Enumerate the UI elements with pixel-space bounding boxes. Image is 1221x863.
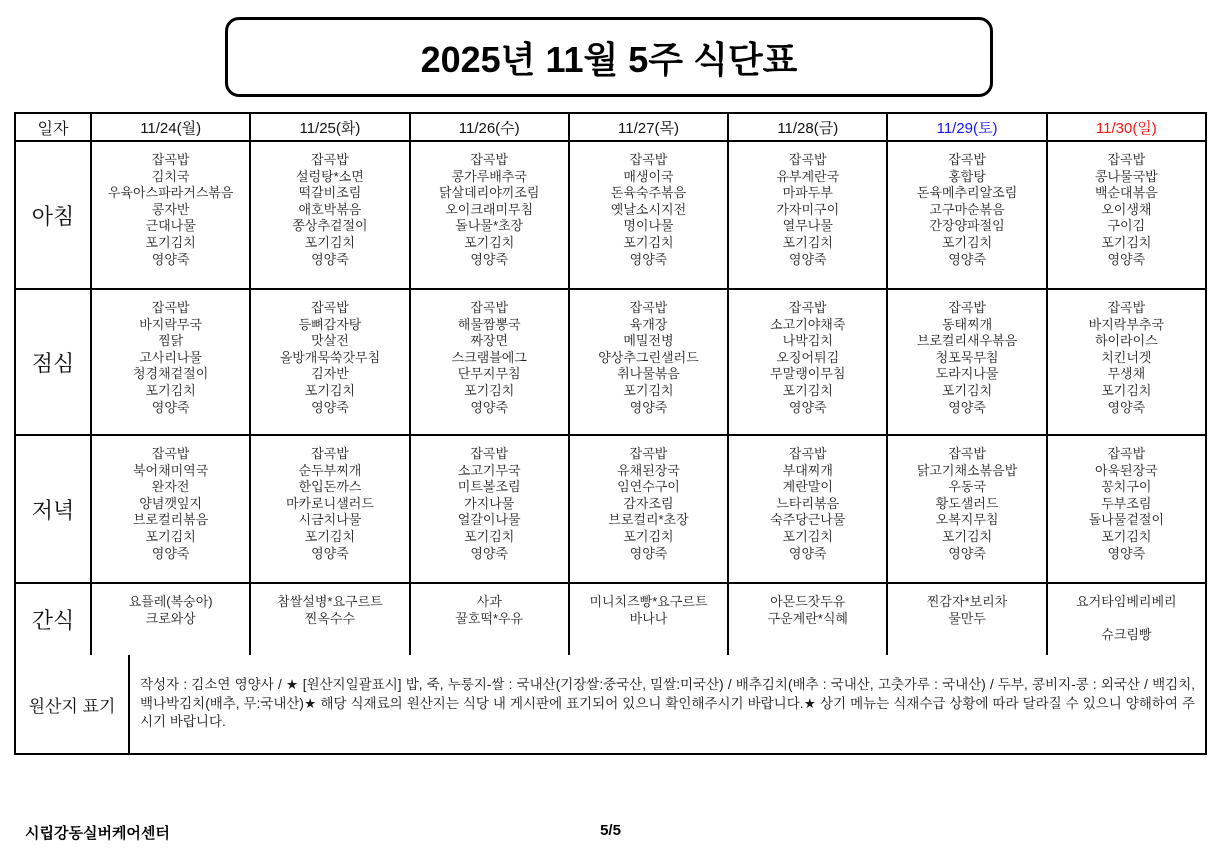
menu-item: 도라지나물 — [935, 366, 999, 382]
menu-item: 소고기무국 — [457, 462, 521, 478]
menu-item: 돈육메추리알조림 — [916, 185, 1018, 201]
menu-item: 소고기야채죽 — [770, 316, 846, 332]
menu-item: 무생채 — [1107, 366, 1146, 382]
menu-item: 미트볼조림 — [457, 479, 521, 495]
menu-item: 구이김 — [1107, 218, 1146, 234]
menu-item: 영양죽 — [788, 545, 827, 561]
menu-item: 계란말이 — [782, 479, 833, 495]
menu-item: 맛살전 — [311, 333, 349, 349]
menu-item: 양상추그린샐러드 — [598, 349, 699, 365]
menu-item: 포기김치 — [464, 382, 515, 398]
footer — [0, 822, 1221, 846]
menu-item: 오징어튀김 — [776, 349, 840, 365]
menu-item: 고사리나물 — [139, 349, 203, 365]
menu-item: 부대찌개 — [782, 462, 833, 478]
menu-cell-snack-day4 — [728, 583, 887, 656]
menu-item: 잡곡밥 — [629, 152, 668, 167]
menu-item: 포기김치 — [304, 234, 356, 250]
menu-item: 잡곡밥 — [788, 152, 827, 167]
menu-cell-lunch-day4 — [728, 289, 887, 435]
menu-item: 감자조림 — [623, 495, 674, 511]
menu-item: 포기김치 — [1101, 528, 1152, 544]
menu-item: 포기김치 — [623, 382, 674, 398]
row-label-lunch: 점심 — [15, 289, 91, 435]
menu-cell-lunch-day5 — [887, 289, 1046, 435]
menu-cell-dinner-day4 — [728, 435, 887, 583]
menu-item: 포기김치 — [145, 528, 196, 544]
menu-item: 잡곡밥 — [311, 446, 349, 461]
menu-cell-lunch-day6 — [1047, 289, 1206, 435]
menu-item: 쫑상추겉절이 — [292, 218, 368, 234]
meal-row-dinner — [15, 435, 1206, 583]
menu-cell-dinner-day6 — [1047, 435, 1206, 583]
menu-cell-lunch-day0 — [91, 289, 250, 435]
menu-cell-breakfast-day0 — [91, 141, 250, 289]
menu-item: 열무나물 — [782, 218, 833, 234]
footer-page-number: 5/5 — [600, 822, 621, 839]
menu-item: 느타리볶음 — [776, 495, 840, 511]
menu-item: 짜장면 — [470, 333, 509, 349]
menu-item: 얼갈이나물 — [457, 512, 521, 528]
menu-item: 하이라이스 — [1094, 333, 1158, 349]
menu-item: 포기김치 — [941, 528, 993, 544]
menu-item: 포기김치 — [304, 382, 356, 398]
menu-item: 콩나물국밥 — [1094, 168, 1158, 184]
menu-item: 설렁탕*소면 — [295, 168, 364, 184]
menu-item: 잡곡밥 — [311, 152, 349, 167]
menu-item: 잡곡밥 — [151, 300, 190, 315]
menu-item: 포기김치 — [464, 528, 515, 544]
menu-item: 잡곡밥 — [948, 300, 986, 315]
menu-cell-dinner-day0 — [91, 435, 250, 583]
header-day-2: 11/26(수) — [410, 113, 569, 141]
menu-item: 포기김치 — [464, 234, 515, 250]
menu-item: 미니치즈빵*요구르트 — [589, 594, 708, 609]
menu-item: 영양죽 — [311, 399, 349, 415]
header-day-5: 11/29(토) — [887, 113, 1046, 141]
menu-cell-dinner-day3 — [569, 435, 728, 583]
menu-item: 잡곡밥 — [311, 300, 349, 315]
menu-item: 김치국 — [151, 168, 190, 184]
menu-item: 돌나물*초장 — [455, 218, 524, 234]
menu-cell-dinner-day2 — [410, 435, 569, 583]
menu-item: 구운계란*식혜 — [767, 610, 848, 626]
menu-item: 오이크래미무침 — [445, 201, 534, 217]
menu-item: 숙주당근나물 — [770, 512, 846, 528]
menu-item: 브로컬리새우볶음 — [916, 333, 1018, 349]
menu-item: 돌나물겉절이 — [1088, 512, 1165, 528]
menu-item: 마파두부 — [782, 185, 833, 201]
menu-item: 잡곡밥 — [948, 152, 986, 167]
menu-item: 가지나물 — [464, 495, 515, 511]
menu-item: 잡곡밥 — [1107, 446, 1146, 461]
menu-item: 영양죽 — [948, 399, 986, 415]
menu-item: 무말랭이무침 — [770, 366, 846, 382]
menu-item: 잡곡밥 — [470, 446, 509, 461]
meal-row-lunch — [15, 289, 1206, 435]
menu-cell-snack-day2 — [410, 583, 569, 656]
menu-item: 포기김치 — [145, 382, 196, 398]
menu-cell-dinner-day1 — [250, 435, 409, 583]
menu-item: 포기김치 — [941, 234, 993, 250]
menu-item: 찐옥수수 — [304, 610, 356, 626]
menu-item: 메밀전병 — [623, 333, 674, 349]
row-label-snack: 간식 — [15, 583, 91, 656]
menu-item: 청경채겉절이 — [132, 366, 209, 382]
menu-cell-breakfast-day4 — [728, 141, 887, 289]
menu-cell-dinner-day5 — [887, 435, 1046, 583]
menu-item: 포기김치 — [941, 382, 993, 398]
menu-item: 잡곡밥 — [788, 300, 827, 315]
menu-item: 물만두 — [948, 610, 986, 626]
menu-item: 바나나 — [629, 610, 668, 626]
menu-item: 오이생채 — [1101, 201, 1152, 217]
menu-item: 영양죽 — [311, 545, 349, 561]
menu-item: 김자반 — [311, 366, 349, 382]
menu-item: 영양죽 — [1107, 251, 1146, 267]
menu-item: 우동국 — [948, 479, 986, 495]
meal-row-breakfast — [15, 141, 1206, 289]
menu-item: 올방개묵쑥갓무침 — [279, 349, 381, 365]
row-label-dinner: 저녁 — [15, 435, 91, 583]
menu-item: 닭고기채소볶음밥 — [916, 462, 1018, 478]
menu-cell-lunch-day3 — [569, 289, 728, 435]
menu-item: 콩자반 — [151, 201, 190, 217]
footer-organization: 시립강동실버케어센터 — [25, 825, 170, 842]
row-label-breakfast: 아침 — [15, 141, 91, 289]
menu-item: 영양죽 — [1107, 399, 1146, 415]
menu-cell-snack-day5 — [887, 583, 1046, 656]
menu-item: 황도샐러드 — [935, 495, 999, 511]
menu-item: 순두부찌개 — [298, 462, 362, 478]
menu-item: 포기김치 — [782, 382, 833, 398]
menu-cell-lunch-day1 — [250, 289, 409, 435]
origin-label: 원산지 표기 — [16, 655, 130, 753]
header-day-0: 11/24(월) — [91, 113, 250, 141]
menu-cell-breakfast-day6 — [1047, 141, 1206, 289]
menu-item: 요거타임베리베리 — [1076, 594, 1177, 609]
menu-cell-breakfast-day5 — [887, 141, 1046, 289]
menu-item: 영양죽 — [311, 251, 349, 267]
origin-row — [14, 655, 1207, 755]
menu-item: 아욱된장국 — [1094, 462, 1158, 478]
menu-item: 가자미구이 — [776, 201, 840, 217]
menu-item: 브로컬리볶음 — [132, 512, 209, 528]
menu-cell-snack-day0 — [91, 583, 250, 656]
menu-item: 영양죽 — [629, 251, 668, 267]
menu-item: 바지락부추국 — [1088, 316, 1165, 332]
menu-item: 해물짬뽕국 — [457, 316, 521, 332]
menu-item: 영양죽 — [470, 545, 509, 561]
menu-item: 잡곡밥 — [629, 446, 668, 461]
menu-item: 요플레(복숭아) — [128, 594, 213, 609]
menu-item: 홍합탕 — [948, 168, 986, 184]
menu-item: 임연수구이 — [617, 479, 680, 495]
menu-item: 잡곡밥 — [151, 446, 190, 461]
menu-item: 꿀호떡*우유 — [455, 610, 524, 626]
menu-item: 영양죽 — [1107, 545, 1146, 561]
menu-item: 청포묵무침 — [935, 349, 999, 365]
menu-item: 영양죽 — [470, 251, 509, 267]
menu-item: 양념깻잎지 — [139, 495, 203, 511]
menu-item: 잡곡밥 — [470, 300, 509, 315]
menu-item: 포기김치 — [782, 528, 833, 544]
menu-item: 동태찌개 — [941, 316, 993, 332]
menu-item: 영양죽 — [629, 545, 668, 561]
header-day-6: 11/30(일) — [1047, 113, 1206, 141]
menu-item: 영양죽 — [151, 251, 190, 267]
menu-item: 사과 — [476, 594, 502, 609]
menu-item: 영양죽 — [788, 399, 827, 415]
menu-item: 영양죽 — [948, 545, 986, 561]
menu-item: 스크램블에그 — [451, 349, 527, 365]
menu-item — [1050, 611, 1203, 628]
menu-item: 명이나물 — [623, 218, 674, 234]
menu-item: 영양죽 — [151, 545, 190, 561]
menu-item: 한입돈까스 — [298, 479, 362, 495]
menu-item: 백순대볶음 — [1094, 185, 1158, 201]
page-title: 2025년 11월 5주 식단표 — [420, 38, 798, 80]
table-header-row — [15, 113, 1206, 141]
menu-item: 우육아스파라거스볶음 — [107, 185, 234, 201]
menu-cell-breakfast-day3 — [569, 141, 728, 289]
menu-item: 아몬드잣두유 — [770, 594, 846, 609]
menu-item: 유부계란국 — [776, 168, 840, 184]
menu-item: 영양죽 — [629, 399, 668, 415]
menu-item: 포기김치 — [623, 234, 674, 250]
menu-item: 매생이국 — [623, 168, 674, 184]
menu-cell-breakfast-day2 — [410, 141, 569, 289]
menu-item: 유채된장국 — [617, 462, 680, 478]
menu-item: 단무지무침 — [457, 366, 521, 382]
menu-item: 영양죽 — [788, 251, 827, 267]
menu-item: 옛날소시지전 — [610, 201, 687, 217]
menu-item: 포기김치 — [1101, 234, 1152, 250]
menu-item: 간장양파절임 — [929, 218, 1005, 234]
menu-item: 포기김치 — [623, 528, 674, 544]
menu-item: 찜닭 — [158, 333, 184, 349]
menu-item: 닭살데리야끼조림 — [438, 185, 540, 201]
menu-item: 북어채미역국 — [132, 462, 209, 478]
menu-item: 찐감자*보리차 — [926, 594, 1008, 609]
menu-item: 고구마순볶음 — [929, 201, 1005, 217]
menu-item: 마카로니샐러드 — [285, 495, 374, 511]
menu-item: 포기김치 — [304, 528, 356, 544]
menu-item: 나박김치 — [782, 333, 833, 349]
menu-item: 잡곡밥 — [470, 152, 509, 167]
menu-item: 취나물볶음 — [617, 366, 680, 382]
menu-cell-breakfast-day1 — [250, 141, 409, 289]
header-day-1: 11/25(화) — [250, 113, 409, 141]
menu-item: 브로컬리*초장 — [608, 512, 689, 528]
menu-item: 참쌀설병*요구르트 — [277, 594, 383, 609]
menu-cell-snack-day3 — [569, 583, 728, 656]
menu-item: 슈크림빵 — [1101, 627, 1152, 643]
menu-item: 치킨너겟 — [1101, 349, 1152, 365]
menu-item: 두부조림 — [1101, 495, 1152, 511]
menu-cell-snack-day6 — [1047, 583, 1206, 656]
menu-item: 잡곡밥 — [151, 152, 190, 167]
menu-item: 돈육숙주볶음 — [610, 185, 687, 201]
menu-item: 영양죽 — [948, 251, 986, 267]
origin-text: 작성자 : 김소연 영양사 / ★ [원산지일괄표시] 밥, 죽, 누룽지-쌀 : 국내산(기장쌀:중국산, 밀쌀:미국산) / 배추김치(배추 : 국내산, 고춧가루 : 국내산) / 두부, 콩비지-콩 : 외국산 / 백김치, 백나박김치(배추, 무:국내산)★ 해당 식재료의 원산지는 식당 내 게시판에 표기되어 있으니 확인해주시기 바랍니다.★ 상기 메뉴는 식재수급 상황에 따라 달라질 수 있으니 양해하여 주시기 바랍니다. — [140, 677, 1195, 730]
menu-item: 영양죽 — [151, 399, 190, 415]
header-day-3: 11/27(목) — [569, 113, 728, 141]
menu-item: 바지락무국 — [139, 316, 203, 332]
menu-item: 꽁치구이 — [1101, 479, 1152, 495]
menu-item: 잡곡밥 — [948, 446, 986, 461]
header-day-4: 11/28(금) — [728, 113, 887, 141]
menu-item: 애호박볶음 — [298, 201, 362, 217]
menu-item: 완자전 — [151, 479, 190, 495]
menu-item: 육개장 — [629, 316, 668, 332]
menu-item: 잡곡밥 — [1107, 300, 1146, 315]
menu-cell-snack-day1 — [250, 583, 409, 656]
header-date-label: 일자 — [15, 113, 91, 141]
menu-item: 콩가루배추국 — [451, 168, 527, 184]
menu-item: 잡곡밥 — [629, 300, 668, 315]
menu-item: 오복지무침 — [935, 512, 999, 528]
menu-item: 시금치나물 — [298, 512, 362, 528]
menu-item: 근대나물 — [145, 218, 196, 234]
menu-item: 떡갈비조림 — [298, 185, 362, 201]
menu-item: 잡곡밥 — [788, 446, 827, 461]
menu-item: 등뼈감자탕 — [298, 316, 362, 332]
menu-cell-lunch-day2 — [410, 289, 569, 435]
menu-table — [14, 112, 1207, 657]
menu-item: 포기김치 — [1101, 382, 1152, 398]
menu-item: 잡곡밥 — [1107, 152, 1146, 167]
menu-item: 포기김치 — [782, 234, 833, 250]
menu-item: 포기김치 — [145, 234, 196, 250]
menu-item: 크로와상 — [145, 610, 196, 626]
menu-item: 영양죽 — [470, 399, 509, 415]
title-box — [225, 17, 993, 97]
meal-row-snack — [15, 583, 1206, 656]
